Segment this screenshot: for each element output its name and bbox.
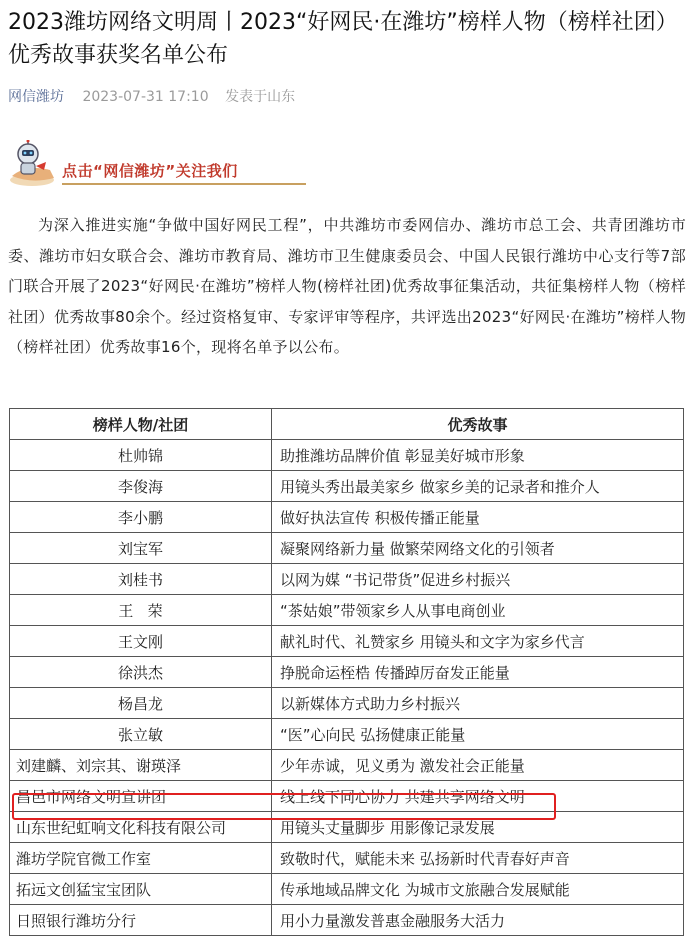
row-story: 用镜头丈量脚步 用影像记录发展 <box>272 812 684 843</box>
row-name: 王 荣 <box>10 595 272 626</box>
row-name: 山东世纪虹响文化科技有限公司 <box>10 812 272 843</box>
row-story: 线上线下同心协力 共建共享网络文明 <box>272 781 684 812</box>
winners-table <box>9 408 684 936</box>
follow-banner[interactable] <box>6 140 306 190</box>
article-meta <box>8 86 295 106</box>
row-name: 徐洪杰 <box>10 657 272 688</box>
table-row <box>10 781 684 812</box>
header-name: 榜样人物/社团 <box>10 409 272 440</box>
row-story: 少年赤诚，见义勇为 激发社会正能量 <box>272 750 684 781</box>
row-name: 王文刚 <box>10 626 272 657</box>
row-name: 刘桂书 <box>10 564 272 595</box>
row-name: 刘建麟、刘宗其、谢瑛泽 <box>10 750 272 781</box>
row-story: 献礼时代、礼赞家乡 用镜头和文字为家乡代言 <box>272 626 684 657</box>
table-row <box>10 843 684 874</box>
table-row <box>10 564 684 595</box>
row-name: 昌邑市网络文明宣讲团 <box>10 781 272 812</box>
robot-mascot-icon <box>6 140 66 190</box>
row-story: 用小力量激发普惠金融服务大活力 <box>272 905 684 936</box>
publish-location: 发表于山东 <box>225 89 296 105</box>
table-row <box>10 471 684 502</box>
row-story: 以网为媒 “书记带货”促进乡村振兴 <box>272 564 684 595</box>
source-account-link[interactable]: 网信潍坊 <box>8 89 64 105</box>
row-name: 李俊海 <box>10 471 272 502</box>
table-row <box>10 502 684 533</box>
table-row <box>10 688 684 719</box>
row-name: 拓远文创猛宝宝团队 <box>10 874 272 905</box>
table-row <box>10 657 684 688</box>
row-story: 致敬时代，赋能未来 弘扬新时代青春好声音 <box>272 843 684 874</box>
row-name: 杜帅锦 <box>10 440 272 471</box>
table-row <box>10 533 684 564</box>
header-story: 优秀故事 <box>272 409 684 440</box>
row-name: 杨昌龙 <box>10 688 272 719</box>
row-name: 日照银行潍坊分行 <box>10 905 272 936</box>
row-name: 潍坊学院官微工作室 <box>10 843 272 874</box>
row-story: “医”心向民 弘扬健康正能量 <box>272 719 684 750</box>
table-row-highlighted <box>10 812 684 843</box>
table-row <box>10 874 684 905</box>
row-story: 传承地域品牌文化 为城市文旅融合发展赋能 <box>272 874 684 905</box>
table-row <box>10 750 684 781</box>
publish-datetime: 2023-07-31 17:10 <box>82 89 209 105</box>
row-story: 挣脱命运桎梏 传播踔厉奋发正能量 <box>272 657 684 688</box>
row-story: 凝聚网络新力量 做繁荣网络文化的引领者 <box>272 533 684 564</box>
intro-paragraph: 为深入推进实施“争做中国好网民工程”，中共潍坊市委网信办、潍坊市总工会、共青团潍坊市委、潍坊市妇女联合会、潍坊市教育局、潍坊市卫生健康委员会、中国人民银行潍坊中心支行等7部门联合开展了2023“好网民·在潍坊”榜样人物(榜样社团)优秀故事征集活动，共征集榜样人物（榜样社团）优秀故事80余个。经过资格复审、专家评审等程序，共评选出2023“好网民·在潍坊”榜样人物（榜样社团）优秀故事16个，现将名单予以公布。 <box>8 216 686 356</box>
row-story: 做好执法宣传 积极传播正能量 <box>272 502 684 533</box>
table-row <box>10 595 684 626</box>
table-row <box>10 440 684 471</box>
banner-underline <box>62 183 306 185</box>
row-story: “茶姑娘”带领家乡人从事电商创业 <box>272 595 684 626</box>
table-row <box>10 626 684 657</box>
row-story: 以新媒体方式助力乡村振兴 <box>272 688 684 719</box>
row-name: 李小鹏 <box>10 502 272 533</box>
table-row <box>10 719 684 750</box>
table-header-row <box>10 409 684 440</box>
article-title: 2023潍坊网络文明周丨2023“好网民·在潍坊”榜样人物（榜样社团）优秀故事获奖名单公布 <box>8 10 678 68</box>
table-row <box>10 905 684 936</box>
row-story: 助推潍坊品牌价值 彰显美好城市形象 <box>272 440 684 471</box>
row-name: 张立敏 <box>10 719 272 750</box>
row-name: 刘宝军 <box>10 533 272 564</box>
follow-banner-text: 点击“网信潍坊”关注我们 <box>62 162 238 180</box>
row-story: 用镜头秀出最美家乡 做家乡美的记录者和推介人 <box>272 471 684 502</box>
